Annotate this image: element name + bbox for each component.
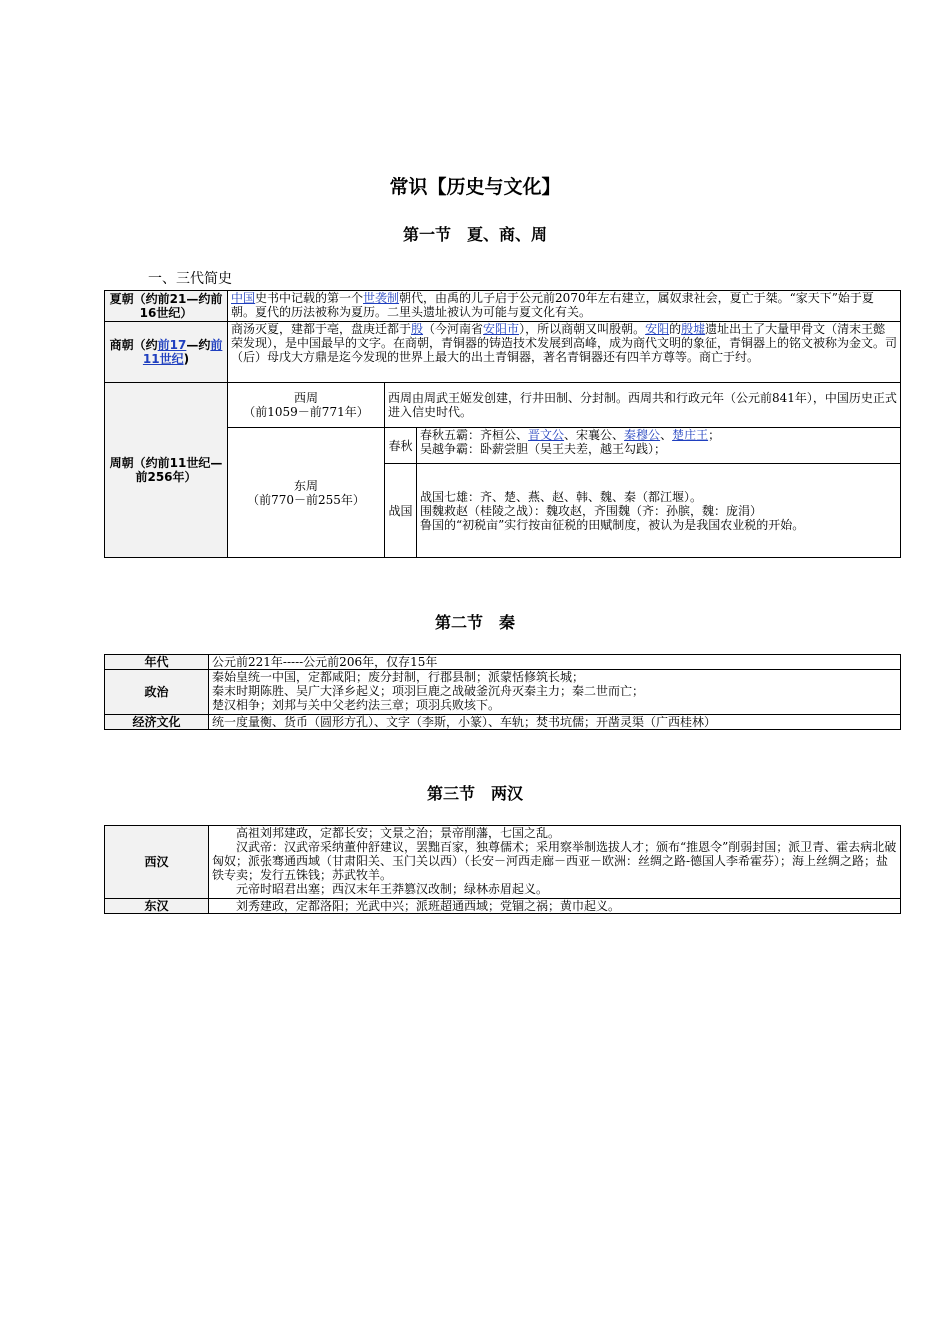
west-zhou-label: 西周 （前1059－前771年） xyxy=(228,383,385,428)
east-han-label: 东汉 xyxy=(105,899,209,914)
table-row xyxy=(105,899,901,914)
warring-states-label: 战国 xyxy=(385,464,417,558)
east-han-text: 刘秀建政，定都洛阳；光武中兴；派班超通西域；党锢之祸；黄巾起义。 xyxy=(209,899,901,914)
qin-era-label: 年代 xyxy=(105,655,209,670)
west-zhou-text: 西周由周武王姬发创建，行井田制、分封制。西周共和行政元年（公元前841年），中国历史正式进入信史时代。 xyxy=(385,383,901,428)
shang-label: 商朝（约前17—约前11世纪) xyxy=(105,322,228,383)
table-row xyxy=(105,655,901,670)
table-row xyxy=(105,826,901,899)
page-title: 常识【历史与文化】 xyxy=(389,176,561,198)
spring-autumn-label: 春秋 xyxy=(385,428,417,464)
qin-politics-label: 政治 xyxy=(105,670,209,715)
three-dynasties-table xyxy=(104,290,901,558)
section1-heading: 第一节 夏、商、周 xyxy=(402,225,547,244)
link-yin[interactable]: 殷 xyxy=(411,322,424,336)
section3-heading: 第三节 两汉 xyxy=(426,784,523,803)
west-han-text: 高祖刘邦建政，定都长安；文景之治；景帝削藩，七国之乱。 汉武帝：汉武帝采纳董仲舒建议，罢黜百家，独尊儒术；采用察举制选拔人才；颁布“推恩令”削弱封国；派卫青、霍去病北破匈奴；派张骞通西域（甘肃阳关、玉门关以西）（长安－河西走廊－西亚－欧洲：丝绸之路-德国人李希霍芬）；海上丝绸之路；盐铁专卖；发行五铢钱；苏武牧羊。 元帝时昭君出塞；西汉末年王莽篡汉改制；绿林赤眉起义。 xyxy=(209,826,901,899)
link-qian17[interactable]: 前17 xyxy=(157,338,187,352)
qin-economy-label: 经济文化 xyxy=(105,715,209,730)
table-row xyxy=(105,291,901,322)
link-anyang[interactable]: 安阳 xyxy=(645,322,670,336)
link-qian11shiji[interactable]: 前11世纪 xyxy=(142,338,223,366)
link-zhongguo[interactable]: 中国 xyxy=(231,291,256,305)
section1-subheading: 一、三代简史 xyxy=(148,271,232,287)
link-shixizhi[interactable]: 世袭制 xyxy=(363,291,400,305)
warring-states-text: 战国七雄：齐、楚、燕、赵、韩、魏、秦（都江堰）。 围魏救赵（桂陵之战）：魏攻赵，齐围魏（齐：孙膑，魏：庞涓） 鲁国的“初税亩”实行按亩征税的田赋制度，被认为是我国农业税的开始。 xyxy=(417,464,901,558)
table-row xyxy=(105,322,901,383)
east-zhou-label: 东周 （前770－前255年） xyxy=(228,428,385,558)
xia-label: 夏朝（约前21—约前16世纪） xyxy=(105,291,228,322)
han-table xyxy=(104,825,901,914)
shang-text: 商汤灭夏，建都于亳，盘庚迁都于殷（今河南省安阳市），所以商朝又叫殷朝。安阳的殷墟遗址出土了大量甲骨文（清末王懿荣发现），是中国最早的文字。在商朝，青铜器的铸造技术发展到高峰，成为商代文明的象征，青铜器上的铭文被称为金文。司（后）母戊大方鼎是迄今发现的世界上最大的出土青铜器，著名青铜器还有四羊方尊等。商亡于纣。 xyxy=(228,322,901,383)
qin-era-text: 公元前221年-----公元前206年，仅存15年 xyxy=(209,655,901,670)
xia-text: 中国史书中记载的第一个世袭制朝代，由禹的儿子启于公元前2070年左右建立，属奴隶社会，夏亡于桀。“家天下”始于夏朝。夏代的历法被称为夏历。二里头遗址被认为可能与夏文化有关。 xyxy=(228,291,901,322)
west-han-label: 西汉 xyxy=(105,826,209,899)
table-row xyxy=(105,670,901,715)
section2-heading: 第二节 秦 xyxy=(434,613,515,632)
link-jinwengong[interactable]: 晋文公 xyxy=(528,428,565,442)
link-chuzhuangwang[interactable]: 楚庄王 xyxy=(672,428,709,442)
link-qinmugong[interactable]: 秦穆公 xyxy=(624,428,661,442)
link-anyangshi[interactable]: 安阳市 xyxy=(483,322,520,336)
zhou-label: 周朝（约前11世纪—前256年） xyxy=(105,383,228,558)
qin-economy-text: 统一度量衡、货币（圆形方孔）、文字（李斯，小篆）、车轨；焚书坑儒；开凿灵渠（广西桂林） xyxy=(209,715,901,730)
spring-autumn-text: 春秋五霸：齐桓公、晋文公、宋襄公、秦穆公、楚庄王； 吴越争霸：卧薪尝胆（吴王夫差，越王勾践）； xyxy=(417,428,901,464)
table-row xyxy=(105,383,901,428)
link-yinxu[interactable]: 殷墟 xyxy=(681,322,706,336)
qin-politics-text: 秦始皇统一中国，定都咸阳；废分封制，行郡县制；派蒙恬修筑长城； 秦末时期陈胜、吴广大泽乡起义；项羽巨鹿之战破釜沉舟灭秦主力；秦二世而亡； 楚汉相争；刘邦与关中父老约法三章；项羽兵败垓下。 xyxy=(209,670,901,715)
qin-table xyxy=(104,654,901,730)
table-row xyxy=(105,715,901,730)
